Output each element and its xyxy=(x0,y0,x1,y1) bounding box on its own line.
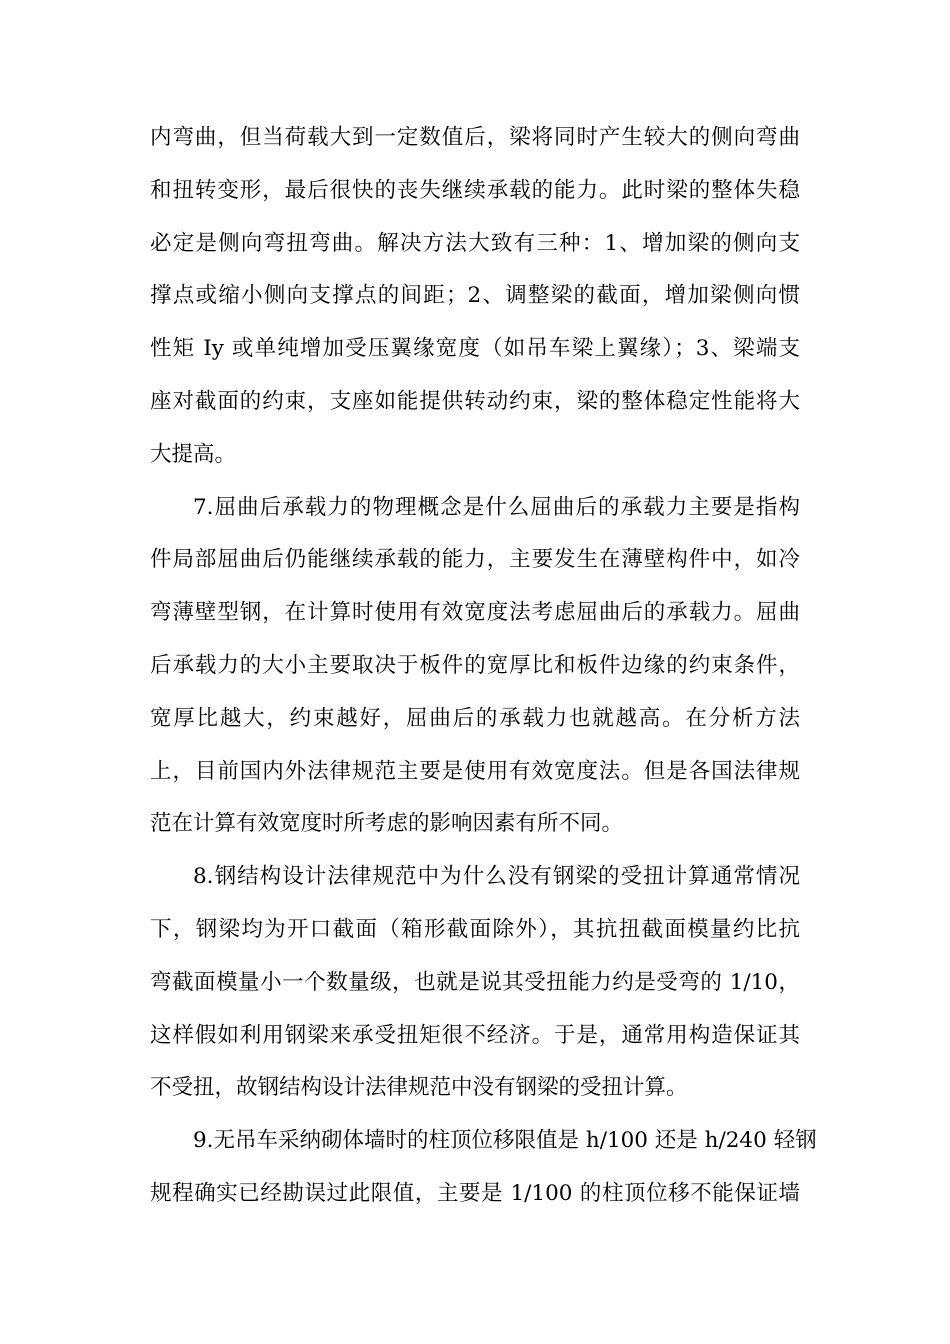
body-text xyxy=(150,112,817,1221)
text-line: 弯薄壁型钢，在计算时使用有效宽度法考虑屈曲后的承载力。屈曲 xyxy=(150,600,800,626)
text-line: 撑点或缩小侧向支撑点的间距；2、调整梁的截面，增加梁侧向惯 xyxy=(150,283,800,309)
paragraph-heading-8: 8.钢结构设计法律规范中为什么没有钢梁的受扭计算通常情况 xyxy=(193,864,800,890)
text-line: 和扭转变形，最后很快的丧失继续承载的能力。此时梁的整体失稳 xyxy=(150,177,800,203)
text-line: 下，钢梁均为开口截面（箱形截面除外），其抗扭截面模量约比抗 xyxy=(150,916,800,942)
text-line: 性矩 Iy 或单纯增加受压翼缘宽度（如吊车梁上翼缘）；3、梁端支 xyxy=(150,336,800,362)
text-line: 内弯曲，但当荷载大到一定数值后，梁将同时产生较大的侧向弯曲 xyxy=(150,125,800,150)
text-line: 必定是侧向弯扭弯曲。解决方法大致有三种：1、增加梁的侧向支 xyxy=(150,230,800,256)
text-line: 不受扭，故钢结构设计法律规范中没有钢梁的受扭计算。 xyxy=(150,1075,688,1101)
paragraph-heading-9: 9.无吊车采纳砌体墙时的柱顶位移限值是 h/100 还是 h/240 轻钢 xyxy=(193,1128,817,1154)
text-line: 件局部屈曲后仍能继续承载的能力，主要发生在薄壁构件中，如冷 xyxy=(150,547,800,573)
text-line: 大提高。 xyxy=(150,441,237,467)
paragraph-heading-7: 7.屈曲后承载力的物理概念是什么屈曲后的承载力主要是指构 xyxy=(193,494,800,520)
text-line: 座对截面的约束，支座如能提供转动约束，梁的整体稳定性能将大 xyxy=(150,388,800,414)
text-line: 上，目前国内外法律规范主要是使用有效宽度法。但是各国法律规 xyxy=(150,758,800,784)
text-line: 这样假如利用钢梁来承受扭矩很不经济。于是，通常用构造保证其 xyxy=(150,1022,800,1048)
text-line: 范在计算有效宽度时所考虑的影响因素有所不同。 xyxy=(150,811,624,837)
text-line: 弯截面模量小一个数量级，也就是说其受扭能力约是受弯的 1/10， xyxy=(150,969,800,995)
text-line: 规程确实已经勘误过此限值，主要是 1/100 的柱顶位移不能保证墙 xyxy=(150,1180,800,1206)
text-line: 宽厚比越大，约束越好，屈曲后的承载力也就越高。在分析方法 xyxy=(150,705,800,731)
text-line: 后承载力的大小主要取决于板件的宽厚比和板件边缘的约束条件， xyxy=(150,652,800,678)
